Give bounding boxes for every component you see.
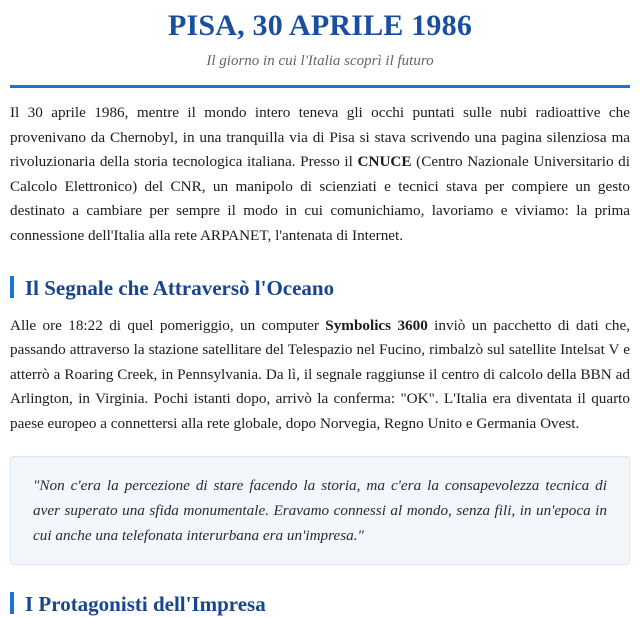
page-subtitle: Il giorno in cui l'Italia scoprì il futuro <box>206 53 434 69</box>
section-heading-label: I Protagonisti dell'Impresa <box>25 591 266 616</box>
pull-quote <box>10 456 630 565</box>
intro-text-before-bold: Il 30 aprile 1986, mentre il mondo intero teneva gli occhi puntati sulle nubi radioattive che provenivano da Chernobyl, in una tranquilla via di Pisa si stava scrivendo una pagina silenziosa ma rivoluzionaria della storia tecnologica italiana. Presso il <box>10 104 630 171</box>
section-heading-protagonists <box>10 565 630 617</box>
section-heading-signal <box>10 249 630 301</box>
pull-quote-text: "Non c'era la percezione di stare facendo la storia, ma c'era la consapevolezza tecnica di aver superato una sfida monumentale. Eravamo connessi al mondo, senza fili, in un'epoca in cui anche una telefonata interurbana era un'impresa." <box>33 476 607 544</box>
page-title: PISA, 30 APRILE 1986 <box>167 9 473 42</box>
heading-accent-bar <box>10 592 14 614</box>
signal-paragraph <box>10 301 630 437</box>
symbolics-model: Symbolics 3600 <box>325 316 428 334</box>
signal-text-after-bold: inviò un pacchetto di dati che, passando attraverso la stazione satellitare del Telespazio nel Fucino, rimbalzò sul satellite Intelsat V e atterrò a Roaring Creek, in Pennsylvania. Da lì, il segnale raggiunse il centro di calcolo della BBN ad Arlington, in Virginia. Pochi istanti dopo, arrivò la conferma: "OK". L'Italia era diventata il quarto paese europeo a connettersi alla rete globale, dopo Norvegia, Regno Unito e Germania Ovest. <box>10 316 630 432</box>
section-heading-label: Il Segnale che Attraversò l'Oceano <box>25 275 335 300</box>
cnuce-acronym: CNUCE <box>357 153 412 171</box>
heading-accent-bar <box>10 276 14 298</box>
intro-text-after-bold: (Centro Nazionale Universitario di Calcolo Elettronico) del CNR, un manipolo di scienziati e tecnici stava per compiere un gesto destinato a cambiare per sempre il modo in cui comunichiamo, lavoriamo e viviamo: la prima connessione dell'Italia alla rete ARPANET, l'antenata di Internet. <box>10 153 630 244</box>
intro-paragraph <box>10 88 630 249</box>
signal-text-before-bold: Alle ore 18:22 di quel pomeriggio, un computer <box>10 316 326 334</box>
